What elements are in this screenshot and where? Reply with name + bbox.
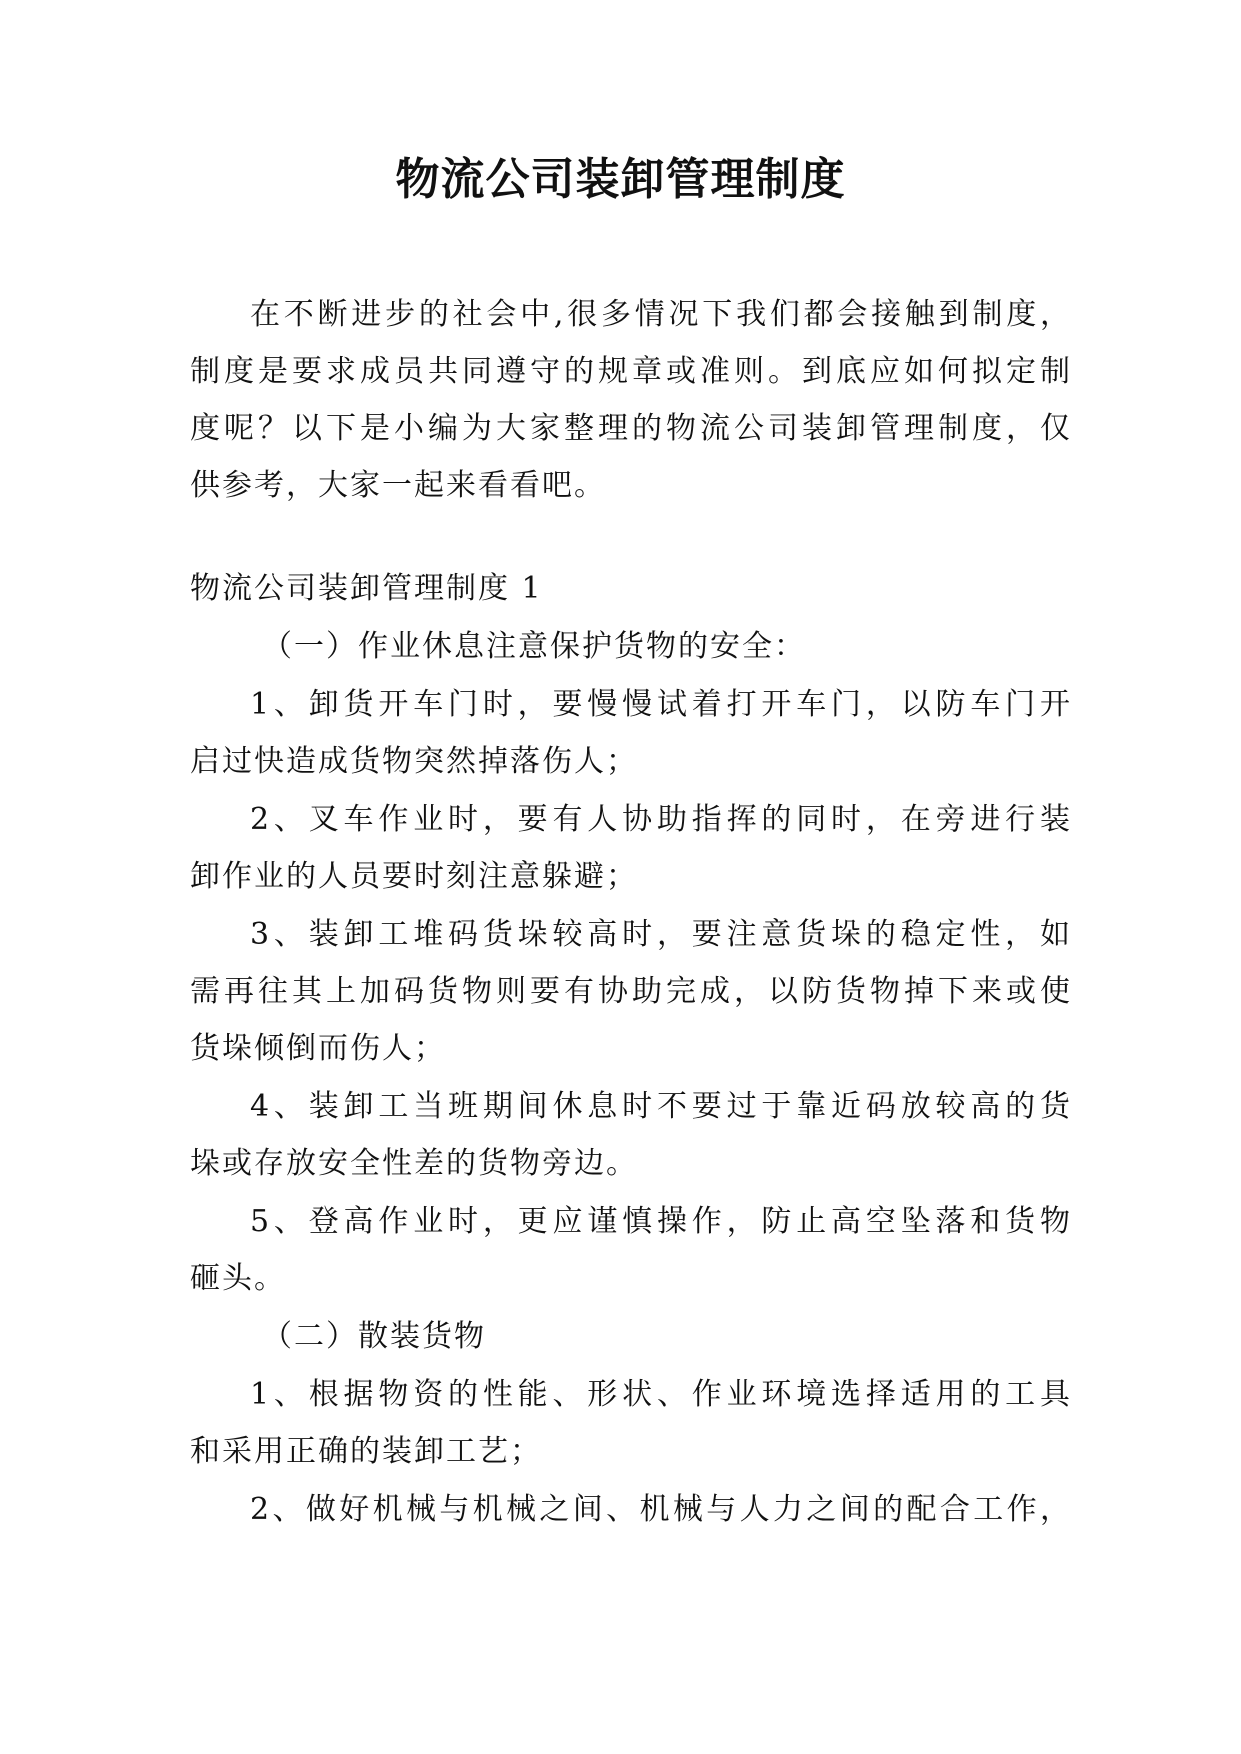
intro-line-3: 度呢？以下是小编为大家整理的物流公司装卸管理制度，仅 xyxy=(190,411,1070,446)
intro-line-4: 供参考，大家一起来看看吧。 xyxy=(190,468,606,503)
item-3-line-3: 货垛倾倒而伤人； xyxy=(190,1031,446,1066)
document-title: 物流公司装卸管理制度 xyxy=(395,154,846,205)
item-1-line-1: 1、卸货开车门时，要慢慢试着打开车门，以防车门开 xyxy=(250,687,1070,722)
intro-line-1: 在不断进步的社会中,很多情况下我们都会接触到制度， xyxy=(250,297,1070,332)
item-4-line-2: 垛或存放安全性差的货物旁边。 xyxy=(190,1146,638,1181)
item-1-line-2: 启过快造成货物突然掉落伤人； xyxy=(190,744,638,779)
item-3-line-2: 需再往其上加码货物则要有协助完成，以防货物掉下来或使 xyxy=(190,974,1070,1009)
item-4-line-1: 4、装卸工当班期间休息时不要过于靠近码放较高的货 xyxy=(250,1089,1070,1124)
item-2-line-1: 2、叉车作业时，要有人协助指挥的同时，在旁进行装 xyxy=(250,802,1070,837)
bulk-item-1-line-2: 和采用正确的装卸工艺； xyxy=(190,1434,542,1469)
subsection-heading-1: （一）作业休息注意保护货物的安全： xyxy=(262,629,806,664)
item-5-line-2: 砸头。 xyxy=(190,1261,286,1296)
subsection-heading-2: （二）散装货物 xyxy=(262,1319,486,1354)
item-3-line-1: 3、装卸工堆码货垛较高时，要注意货垛的稳定性，如 xyxy=(250,917,1070,952)
bulk-item-2-line-1: 2、做好机械与机械之间、机械与人力之间的配合工作， xyxy=(250,1492,1070,1527)
section-heading: 物流公司装卸管理制度 1 xyxy=(190,571,543,606)
bulk-item-1-line-1: 1、根据物资的性能、形状、作业环境选择适用的工具 xyxy=(250,1377,1070,1412)
intro-line-2: 制度是要求成员共同遵守的规章或准则。到底应如何拟定制 xyxy=(190,354,1070,389)
item-5-line-1: 5、登高作业时，更应谨慎操作，防止高空坠落和货物 xyxy=(250,1204,1070,1239)
item-2-line-2: 卸作业的人员要时刻注意躲避； xyxy=(190,859,638,894)
